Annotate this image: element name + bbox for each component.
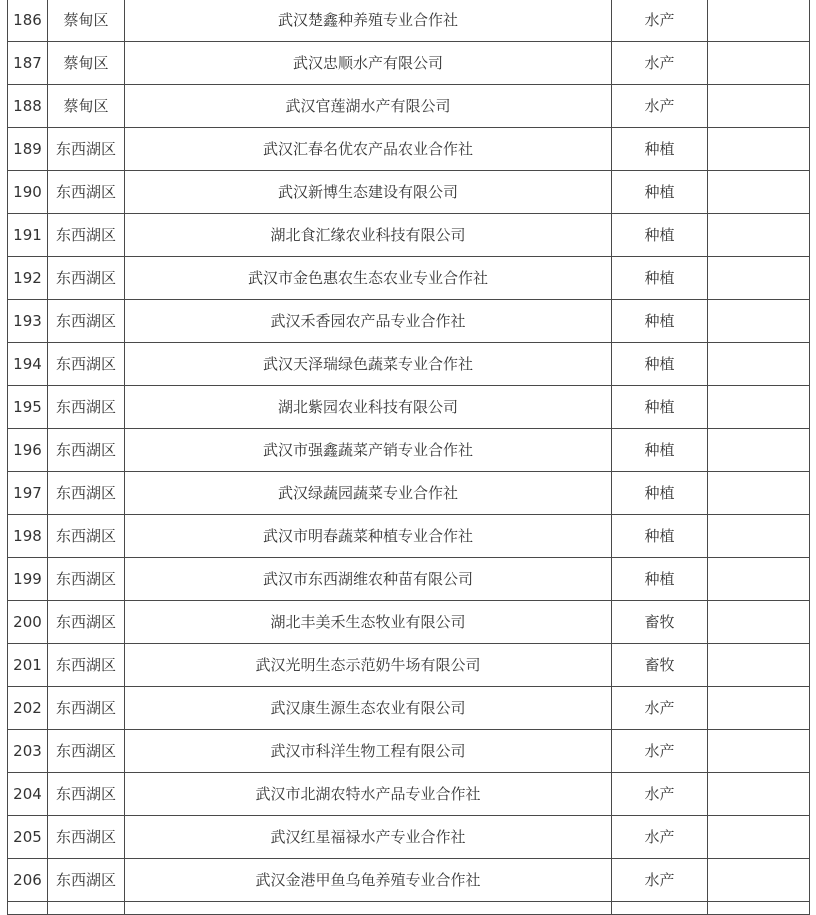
company-name-cell: 湖北食汇缘农业科技有限公司 [125,214,612,257]
note-cell [708,601,810,644]
company-name-cell: 湖北丰美禾生态牧业有限公司 [125,601,612,644]
category-cell: 种植 [612,214,708,257]
note-cell [708,558,810,601]
note-cell [708,300,810,343]
table-row [8,472,810,515]
note-cell [708,42,810,85]
table-container [7,0,810,915]
table-row [8,300,810,343]
district-cell: 蔡甸区 [48,42,125,85]
district-cell: 东西湖区 [48,773,125,816]
company-name-cell: 武汉市东西湖维农种苗有限公司 [125,558,612,601]
note-cell [708,128,810,171]
company-name-cell: 武汉光明生态示范奶牛场有限公司 [125,644,612,687]
table-body [8,0,810,915]
district-cell: 东西湖区 [48,558,125,601]
note-cell [708,472,810,515]
row-number-cell: 198 [8,515,48,558]
row-number-cell: 203 [8,730,48,773]
company-name-cell: 武汉康生源生态农业有限公司 [125,687,612,730]
category-cell: 水产 [612,687,708,730]
district-cell: 东西湖区 [48,257,125,300]
note-cell [708,386,810,429]
district-cell: 东西湖区 [48,343,125,386]
row-number-cell: 199 [8,558,48,601]
note-cell [708,171,810,214]
company-name-cell: 武汉忠顺水产有限公司 [125,42,612,85]
company-name-cell: 武汉红星福禄水产专业合作社 [125,816,612,859]
table-row [8,257,810,300]
note-cell [708,257,810,300]
table-row [8,85,810,128]
note-cell [708,515,810,558]
category-cell: 水产 [612,85,708,128]
table-row [8,343,810,386]
district-cell: 东西湖区 [48,214,125,257]
row-number-cell: 201 [8,644,48,687]
row-number-cell: 206 [8,859,48,902]
row-number-cell: 190 [8,171,48,214]
row-number-cell: 194 [8,343,48,386]
category-cell: 水产 [612,730,708,773]
note-cell [708,85,810,128]
table-row [8,42,810,85]
district-cell: 东西湖区 [48,429,125,472]
note-cell [708,773,810,816]
row-number-cell: 189 [8,128,48,171]
row-number-cell: 195 [8,386,48,429]
district-cell: 东西湖区 [48,687,125,730]
row-number-cell: 200 [8,601,48,644]
category-cell: 种植 [612,300,708,343]
category-cell: 水产 [612,816,708,859]
note-cell [708,687,810,730]
category-cell: 畜牧 [612,644,708,687]
district-cell: 东西湖区 [48,601,125,644]
row-number-cell: 192 [8,257,48,300]
table-row [8,730,810,773]
row-number-cell: 191 [8,214,48,257]
company-name-cell: 武汉禾香园农产品专业合作社 [125,300,612,343]
category-cell: 种植 [612,472,708,515]
table-row [8,644,810,687]
company-name-cell: 武汉官莲湖水产有限公司 [125,85,612,128]
table-row [8,558,810,601]
row-number-cell: 205 [8,816,48,859]
category-cell: 种植 [612,343,708,386]
row-number-cell: 196 [8,429,48,472]
row-number-cell: 193 [8,300,48,343]
note-cell [708,214,810,257]
district-cell: 东西湖区 [48,171,125,214]
category-cell: 种植 [612,128,708,171]
row-number-cell: 187 [8,42,48,85]
table-row [8,859,810,902]
category-cell: 畜牧 [612,601,708,644]
category-cell: 水产 [612,0,708,42]
table-row [8,429,810,472]
company-name-cell: 武汉金港甲鱼乌龟养殖专业合作社 [125,859,612,902]
district-cell: 东西湖区 [48,472,125,515]
note-cell [708,730,810,773]
row-number-cell: 204 [8,773,48,816]
table-row [8,0,810,42]
company-name-cell: 武汉市金色惠农生态农业专业合作社 [125,257,612,300]
category-cell: 种植 [612,515,708,558]
row-number-cell: 197 [8,472,48,515]
company-name-cell: 武汉市北湖农特水产品专业合作社 [125,773,612,816]
category-cell: 种植 [612,386,708,429]
table-row [8,386,810,429]
table-row [8,214,810,257]
district-cell: 蔡甸区 [48,0,125,42]
row-number-cell: 188 [8,85,48,128]
company-name-cell: 武汉市强鑫蔬菜产销专业合作社 [125,429,612,472]
table-row [8,515,810,558]
district-cell: 东西湖区 [48,128,125,171]
note-cell [708,644,810,687]
district-cell: 东西湖区 [48,515,125,558]
note-cell [708,343,810,386]
district-cell: 东西湖区 [48,730,125,773]
category-cell: 水产 [612,773,708,816]
table-row [8,773,810,816]
note-cell [708,816,810,859]
company-name-cell: 武汉汇春名优农产品农业合作社 [125,128,612,171]
district-cell: 东西湖区 [48,644,125,687]
category-cell: 种植 [612,429,708,472]
row-number-cell: 202 [8,687,48,730]
table-row [8,128,810,171]
company-name-cell: 武汉天泽瑞绿色蔬菜专业合作社 [125,343,612,386]
company-name-cell: 湖北紫园农业科技有限公司 [125,386,612,429]
category-cell: 种植 [612,257,708,300]
table-row [8,171,810,214]
district-cell: 蔡甸区 [48,85,125,128]
note-cell [708,429,810,472]
enterprise-table [7,0,810,915]
note-cell [708,859,810,902]
table-row [8,687,810,730]
category-cell: 水产 [612,42,708,85]
company-name-cell: 武汉新博生态建设有限公司 [125,171,612,214]
district-cell: 东西湖区 [48,859,125,902]
district-cell: 东西湖区 [48,386,125,429]
category-cell: 水产 [612,859,708,902]
company-name-cell: 武汉楚鑫种养殖专业合作社 [125,0,612,42]
table-row [8,816,810,859]
district-cell: 东西湖区 [48,300,125,343]
district-cell: 东西湖区 [48,816,125,859]
category-cell: 种植 [612,171,708,214]
category-cell: 种植 [612,558,708,601]
note-cell [708,0,810,42]
company-name-cell: 武汉市明春蔬菜种植专业合作社 [125,515,612,558]
table-row [8,601,810,644]
company-name-cell: 武汉市科洋生物工程有限公司 [125,730,612,773]
row-number-cell: 186 [8,0,48,42]
company-name-cell: 武汉绿蔬园蔬菜专业合作社 [125,472,612,515]
